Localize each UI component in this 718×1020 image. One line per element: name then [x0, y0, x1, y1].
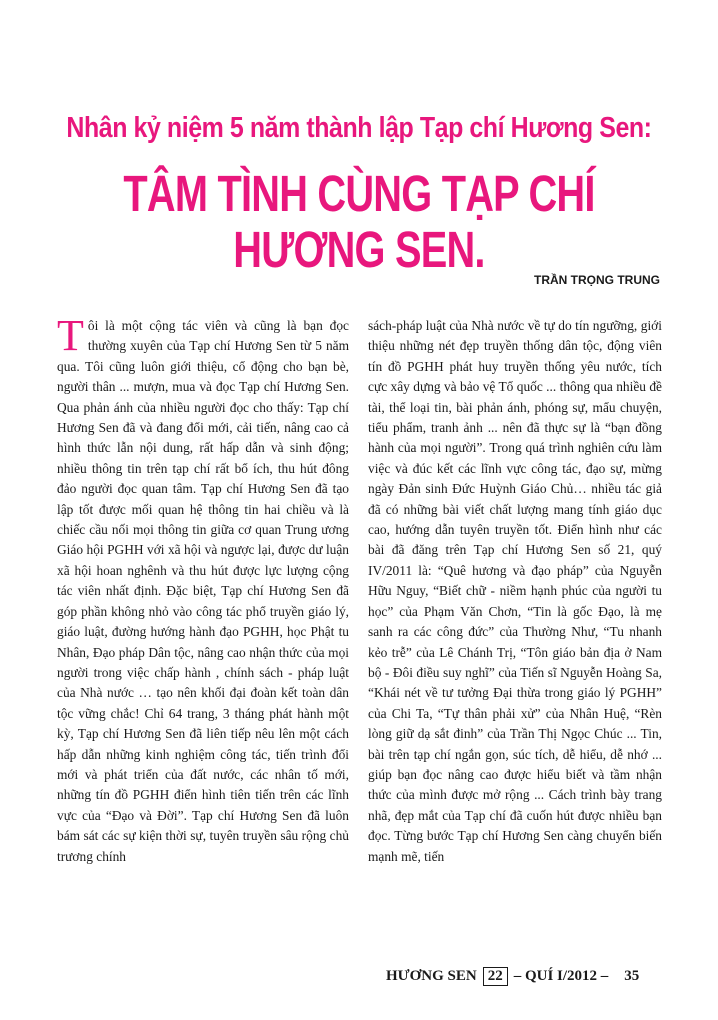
- issue-quarter: – QUÍ I/2012 –: [513, 968, 609, 984]
- article-column-left: [57, 311, 349, 867]
- page-number: 35: [624, 968, 640, 984]
- magazine-name: HƯƠNG SEN: [386, 968, 477, 984]
- drop-cap: T: [57, 311, 84, 360]
- issue-number: 22: [483, 967, 508, 986]
- left-column-text: ôi là một cộng tác viên và cũng là bạn đọc thường xuyên của Tạp chí Hương Sen từ 5 năm qua. Tôi cũng luôn giới thiệu, cổ động cho bạn bè, người thân ... mượn, mua và đọc Tạp chí Hương Sen. Qua phản ánh của nhiều người đọc cho thấy: Tạp chí Hương Sen đã và đang đổi mới, cải tiến, nâng cao cả hình thức lẫn nội dung, rất hấp dẫn và sinh động; nhiều thông tin trên tạp chí rất bổ ích, thu hút đông đảo người đọc quan tâm. Tạp chí Hương Sen đã tạo lập tốt được mối quan hệ thông tin hai chiều và là chiếc cầu nối mọi thông tin giữa cơ quan Trung ương Giáo hội PGHH với xã hội và ngược lại, được dư luận xã hội hoan nghênh và thu hút được lực lượng cộng tác viên nhất định. Đặc biệt, Tạp chí Hương Sen đã góp phần không nhỏ vào công tác phổ truyền giáo lý, giáo luật, đường hướng hành đạo PGHH, học Phật tu Nhân, Đạo pháp Dân tộc, nâng cao nhận thức của mọi người trong việc chấp hành , chính sách - pháp luật của Nhà nước … tạo nên khối đại đoàn kết toàn dân tộc vững chắc! Chỉ 64 trang, 3 tháng phát hành một kỳ, Tạp chí Hương Sen đã liên tiếp nêu lên một cách hấp dẫn những kinh nghiệm công tác, tiến trình đổi mới và phát triển của đất nước, các nhân tố mới, những tín đồ PGHH điển hình tiên tiến trên các lĩnh vực của “Đạo và Đời”. Tạp chí Hương Sen đã luôn bám sát các sự kiện thời sự, tuyên truyền sâu rộng chủ trương chính: [57, 318, 349, 864]
- article-author: TRẦN TRỌNG TRUNG: [534, 273, 660, 287]
- right-column-text: sách-pháp luật của Nhà nước về tự do tín ngưỡng, giới thiệu những nét đẹp truyền thống dân tộc, động viên tín đồ PGHH phát huy truyền thống yêu nước, tích cực xây dựng và bảo vệ Tổ quốc ... thông qua nhiều đề tài, thể loại tin, bài phản ánh, phóng sự, mẩu chuyện, tiểu phẩm, tranh ảnh ... nên đã thực sự là “bạn đồng hành của mọi người”. Trong quá trình nghiên cứu làm việc và đúc kết các lĩnh vực công tác, đạo sự, mừng ngày Đản sinh Đức Huỳnh Giáo Chủ… nhiều tác giả đã có những bài viết chất lượng mang tính giáo dục cao, hướng dẫn tuyên truyền tốt. Điển hình như các bài đã đăng trên Tạp chí Hương Sen số 21, quý IV/2011 là: “Quê hương và đạo pháp” của Nguyễn Hữu Nguy, “Biết chữ - niềm hạnh phúc của người tu học” của Phạm Văn Chơn, “Tin là gốc Đạo, là mẹ sanh ra các công đức” của Thường Như, “Tu nhanh kẻo trễ” của Lê Chánh Trị, “Tôn giáo bản địa ở Nam bộ - Đôi điều suy nghĩ” của Tiến sĩ Nguyễn Hoàng Sa, “Khái nét về tư tưởng Đại thừa trong giáo lý PGHH” của Chi Ta, “Tự thân phải xử” của Nhân Huệ, “Rèn lòng giữ dạ sắt đinh” của Trần Thị Ngọc Chúc ... Tin, bài trên tạp chí ngắn gọn, súc tích, dễ hiểu, dễ nhớ ... giúp bạn đọc nâng cao được hiểu biết và tầm nhận thức của mình được mở rộng ... Cách trình bày trang nhã, đẹp mắt của Tạp chí đã cuốn hút được nhiều bạn đọc. Từng bước Tạp chí Hương Sen càng chuyển biến mạnh mẽ, tiến: [368, 318, 662, 864]
- article-title: TÂM TÌNH CÙNG TẠP CHÍ HƯƠNG SEN.: [123, 165, 595, 279]
- article-column-right: [368, 316, 662, 867]
- page-footer: [386, 967, 639, 986]
- article-subtitle: Nhân kỷ niệm 5 năm thành lập Tạp chí Hương Sen:: [66, 112, 652, 144]
